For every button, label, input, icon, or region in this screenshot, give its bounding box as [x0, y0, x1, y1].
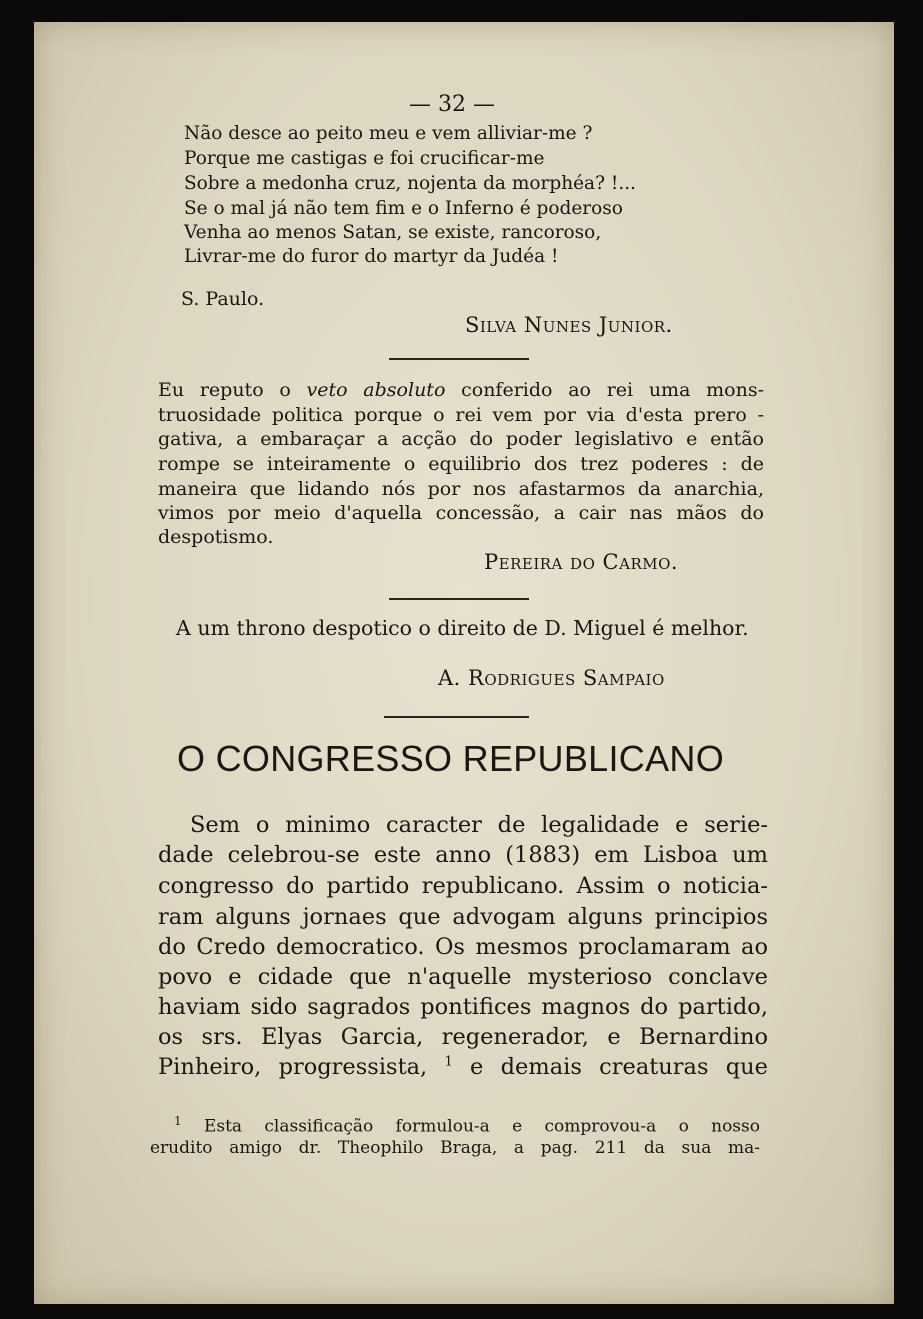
quote-sampaio-author: A. Rodrigues Sampaio: [438, 666, 665, 690]
quote-sampaio-text: A um throno despotico o direito de D. Miguel é melhor.: [176, 616, 749, 640]
footnote-text: Esta classificação formulou-a e comprovou-a o nosso: [181, 1116, 760, 1137]
poem-line: Porque me castigas e foi crucificar-me: [184, 148, 545, 169]
poem-line: Não desce ao peito meu e vem alliviar-me ?: [184, 123, 593, 144]
quote-line: maneira que lidando nós por nos afastarmos da anarchia,: [158, 478, 764, 500]
poem-author: Silva Nunes Junior.: [465, 313, 673, 337]
quote-line: [158, 379, 764, 401]
quote-text: conferido ao rei uma mons-: [445, 379, 764, 401]
quote-line: truosidade politica porque o rei vem por via d'esta prero -: [158, 404, 764, 426]
page-number: — 32 —: [409, 92, 495, 117]
article-line: [158, 1054, 768, 1080]
article-line: povo e cidade que n'aquelle mysterioso conclave: [158, 964, 768, 990]
footnote-line: [174, 1114, 760, 1137]
article-title: O CONGRESSO REPUBLICANO: [177, 738, 725, 779]
book-page: [34, 22, 894, 1304]
article-line: haviam sido sagrados pontifices magnos do partido,: [158, 994, 768, 1020]
article-line: ram alguns jornaes que advogam alguns principios: [158, 904, 768, 930]
divider: [384, 716, 529, 718]
divider: [389, 598, 529, 600]
poem-line: Se o mal já não tem fim e o Inferno é poderoso: [184, 198, 623, 219]
quote-line: rompe se inteiramente o equilibrio dos trez poderes : de: [158, 453, 764, 475]
quote-line: despotismo.: [158, 526, 274, 548]
quote-author: Pereira do Carmo.: [484, 550, 679, 574]
article-text: e demais creaturas que: [452, 1054, 768, 1080]
poem-line: Livrar-me do furor do martyr da Judéa !: [184, 246, 559, 267]
article-text: Pinheiro, progressista,: [158, 1054, 445, 1080]
footnote-marker: 1: [174, 1114, 182, 1128]
quote-line: vimos por meio d'aquella concessão, a cair nas mãos do: [158, 502, 764, 524]
poem-place: S. Paulo.: [181, 288, 265, 310]
poem-line: Venha ao menos Satan, se existe, rancoroso,: [184, 222, 602, 243]
divider: [389, 358, 529, 360]
footnote-line: erudito amigo dr. Theophilo Braga, a pag. 211 da sua ma-: [150, 1138, 760, 1158]
quote-text: Eu reputo o: [158, 379, 307, 401]
quote-emphasis: veto absoluto: [306, 379, 446, 401]
article-line: congresso do partido republicano. Assim o noticia-: [158, 873, 768, 899]
footnote-reference: 1: [444, 1054, 453, 1070]
article-line: dade celebrou-se este anno (1883) em Lisboa um: [158, 842, 768, 868]
article-line: os srs. Elyas Garcia, regenerador, e Bernardino: [158, 1024, 768, 1050]
article-line: Sem o minimo caracter de legalidade e serie-: [190, 812, 768, 838]
article-line: do Credo democratico. Os mesmos proclamaram ao: [158, 934, 768, 960]
quote-line: gativa, a embaraçar a acção do poder legislativo e então: [158, 428, 764, 450]
poem-line: Sobre a medonha cruz, nojenta da morphéa? !...: [184, 173, 636, 194]
